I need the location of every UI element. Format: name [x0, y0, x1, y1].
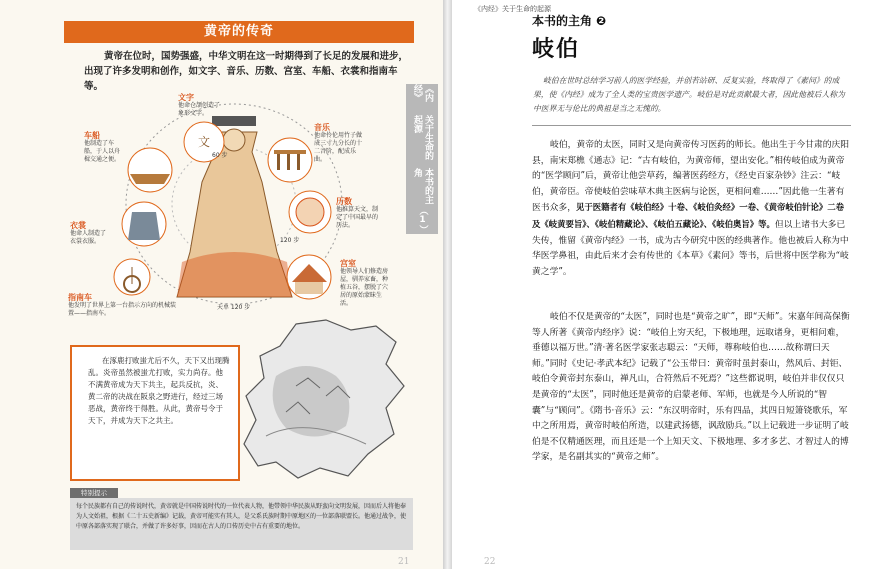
desc-clothing: 他命人制造了衣裳衣服。	[70, 230, 107, 245]
running-head: 《内经》关于生命的起源	[474, 5, 551, 13]
desc-writing: 他命仓颉创造了象形文字。	[178, 102, 221, 117]
divider	[532, 125, 851, 126]
measure-label: 60 步	[212, 152, 228, 159]
quote-text: 在涿鹿打败蚩尤后不久，天下又出现腾乱。炎帝虽然被蚩尤打败，实力尚存。他不满黄帝成为天下共主，起兵反抗，炎、黄二帝的决战在阪泉之野进行，经过三场恶战，黄帝终于得胜。从此，黄帝号令于天下，并成为天下之共主。	[88, 356, 230, 425]
chapter-label: 本书的主角	[532, 14, 593, 28]
map-illustration	[236, 316, 412, 482]
label-boat: 车船	[84, 131, 100, 140]
label-clothing: 衣裳	[70, 221, 86, 230]
paragraph-2: 岐伯不仅是黄帝的“太医”，同时也是“黄帝之旷”，即“天师”。宋嘉年间高保衡等人所著《黄帝内经序》说：“岐伯上穷天纪，下极地理，远取诸身，更相问难，垂德以福万世。”清·著名医学家张志聪云：“天师，尊称岐伯也……故称谓曰天师。”同时《史记·孝武本纪》记载了“公玉带曰：黄帝时虽封泰山，然风后、封钜、岐伯令黄帝封东泰山，禅凡山，合符然后不死焉？”这些都说明，岐伯并非仅仅只是黄帝的“太医”，同时他还是黄帝的启蒙老师、军师，也就是今人所说的“智囊”与“顾问”。《隋书·音乐》云：“东汉明帝时，乐有四品，其四日短箫铙歌乐，军中之所用焉，黄帝时岐伯所造，以建武扬德，讽敌励兵。”以上记载进一步证明了岐伯是不仅精通医理，而且还是一个上知天文、下极地理、多才多艺、才智过人的博学家，是名副其实的“黄帝之师”。	[532, 312, 850, 463]
side-tab-line: 本书的主角	[412, 167, 433, 204]
measure-label: 天单 120 步	[217, 304, 251, 311]
label-music: 音乐	[314, 123, 330, 132]
desc-boat: 他制造了车船，于人以舟楫交通之便。	[84, 140, 121, 163]
desc-music: 他命伶伦用竹子做成三寸九分长的十二音阶，配成乐曲。	[314, 132, 363, 163]
book-gutter	[443, 0, 452, 569]
quote-box	[70, 345, 240, 481]
right-page	[452, 0, 889, 569]
side-tab[interactable]	[406, 84, 438, 234]
side-tab-line: （1）	[417, 206, 428, 234]
paragraph-1-bold: 见于医籍者有《岐伯经》十卷、《岐伯灸经》一卷、《黄帝岐伯针论》二卷及《岐黄要旨》、《岐伯精藏论》、《岐伯五藏论》、《岐伯奥旨》等。	[532, 202, 844, 229]
label-calendar: 历数	[336, 197, 352, 206]
section-title: 黄帝的传奇	[64, 21, 414, 43]
desc-calendar: 他推算天文，制定了中国最早的历法。	[336, 206, 379, 229]
chapter-heading	[532, 12, 606, 29]
label-compass-cart: 指南车	[68, 293, 92, 302]
tip-text: 每个民族都有自己的传说时代，黄帝就是中国传说时代的一位代表人物，他带领中华民族从野蛮向文明发展，因而后人将他奉为人文始祖，根据《二十五史新编》记载，黄帝可能实有其人，是父系氏族时期中原地区的一位部落联盟长。他通过战争，使中原各部落实现了联合，并做了许多好事，因而在古人的口传历史中占有重要的地位。	[76, 503, 407, 530]
label-palace: 宫室	[340, 259, 356, 268]
paragraph-1	[532, 138, 851, 280]
paragraph-1-c: 但以上诸书大多已失传，惟留《黄帝内经》一书，成为古今研究中医的经典著作。他也被后人称为中华医学鼻祖，由此后来才会有传世的《本草》《素问》等书，后世将中医学称为“岐黄之学”。	[532, 219, 849, 277]
side-tab-line: 《内经》	[412, 84, 433, 102]
side-tab-line: 关于生命的起源	[412, 114, 433, 160]
measure-label: 120 步	[280, 237, 300, 244]
paragraph-1-a: 岐伯，黄帝的太医，同时又是向黄帝传习医药的师长。他出生于今甘肃的庆阳县，南宋郑樵《通志》记：“古有岐伯，为黄帝师，望出安化。”相传岐伯成为黄帝的“医学顾问”后，黄帝让他尝草药，编著医药经方，《经史百家杂钞》注云：“岐伯，黄帝臣。帝使岐伯尝味草木典主医病与论医，更相问难……”因此他一生著有医书众多，	[532, 140, 850, 214]
inventions-illustration	[62, 92, 402, 320]
tip-heading: 特别提示	[70, 488, 118, 498]
page-title: 岐伯	[532, 36, 581, 62]
tip-box	[70, 498, 413, 550]
desc-palace: 他领导人们修造房屋，驯养家畜，种植五谷，摆脱了穴居的原始蒙昧生活。	[340, 268, 389, 307]
page-number-left: 21	[398, 557, 410, 567]
svg-text:文: 文	[197, 135, 211, 149]
intro-text: 黄帝在位时，国势强盛，中华文明在这一时期得到了长足的发展和进步，出现了许多发明和创作，如文字、音乐、历数、宫室、车船、衣裳和指南车等。	[84, 51, 409, 92]
left-page	[0, 0, 444, 569]
chapter-number: ❷	[596, 13, 607, 28]
page-number-right: 22	[484, 557, 496, 567]
desc-compass-cart: 他发明了世界上第一台指示方向的机械装置——指南车。	[68, 302, 177, 317]
summary-text: 岐伯在世时总结学习前人的医学经验，并创若站研、反复实验，终取得了《素问》的成果，使《内经》成为了全人类的宝贵医学遗产。岐伯是对此贡献最大者，因此他被后人称为中医界无与伦比的典祖是当之无愧的。	[533, 76, 845, 113]
label-writing: 文字	[178, 93, 194, 102]
